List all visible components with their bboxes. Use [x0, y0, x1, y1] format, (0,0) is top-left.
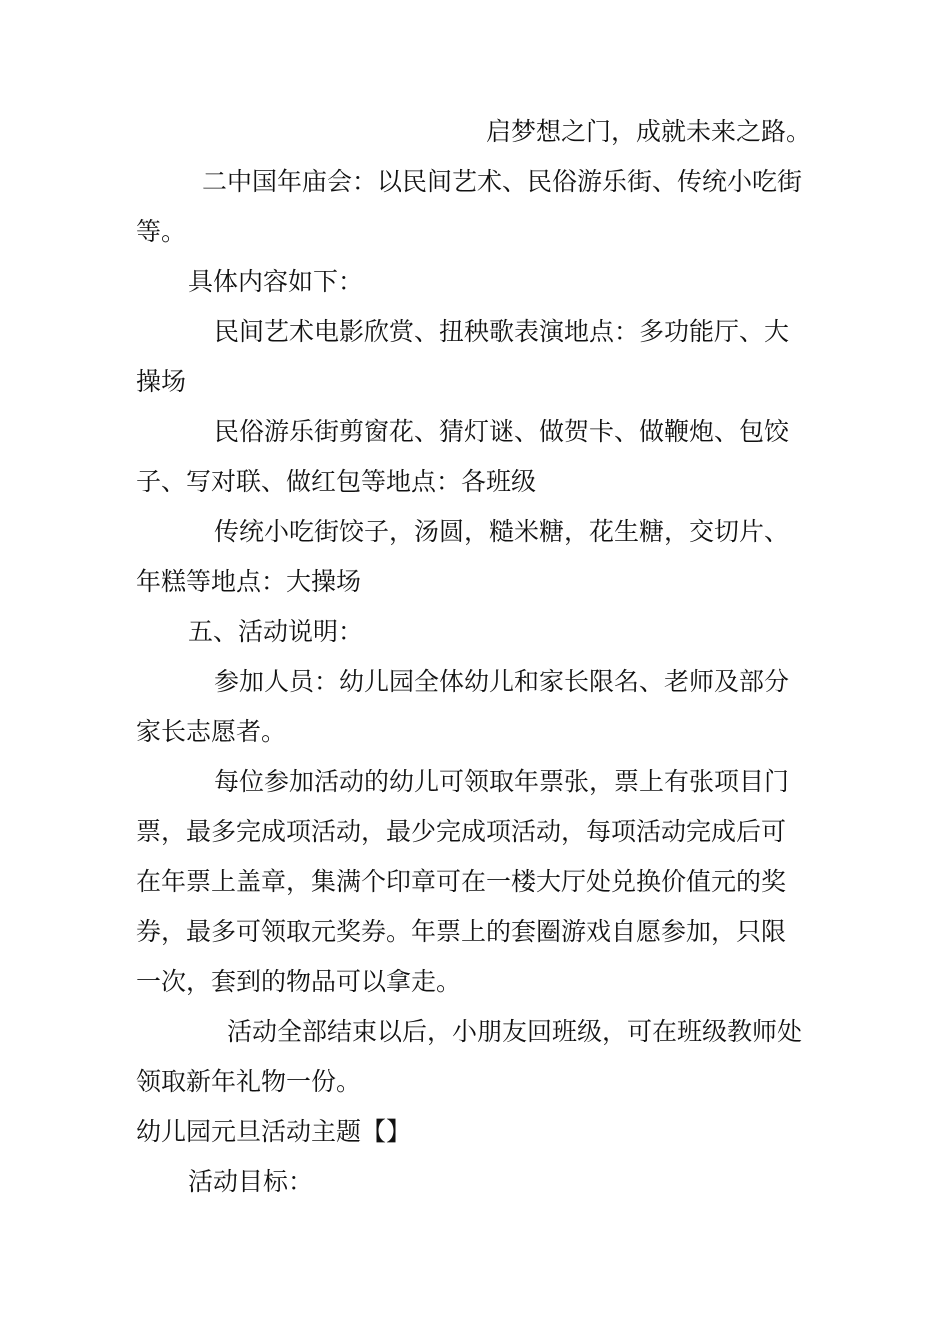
document-title: 幼儿园元旦活动主题【】: [136, 1117, 412, 1146]
text-line: 领取新年礼物一份。: [136, 1067, 362, 1096]
section-heading: 活动目标：: [188, 1167, 314, 1196]
text-line: 票，最多完成项活动，最少完成项活动，每项活动完成后可: [136, 817, 787, 846]
text-line: 在年票上盖章，集满个印章可在一楼大厅处兑换价值元的奖: [136, 867, 787, 896]
text-line: 子、写对联、做红包等地点：各班级: [136, 467, 537, 496]
text-line: 每位参加活动的幼儿可领取年票张，票上有张项目门: [214, 767, 790, 796]
text-line: 民俗游乐街剪窗花、猜灯谜、做贺卡、做鞭炮、包饺: [214, 417, 790, 446]
text-line: 操场: [136, 367, 187, 396]
text-line: 活动全部结束以后，小朋友回班级，可在班级教师处: [227, 1017, 803, 1046]
text-line: 民间艺术电影欣赏、扭秧歌表演地点：多功能厅、大: [214, 317, 790, 346]
text-line: 一次，套到的物品可以拿走。: [136, 967, 462, 996]
text-line: 家长志愿者。: [136, 717, 287, 746]
text-line: 等。: [136, 217, 187, 246]
text-line: 具体内容如下：: [188, 267, 364, 296]
text-line: 启梦想之门，成就未来之路。: [486, 117, 812, 146]
section-heading: 五、活动说明：: [188, 617, 364, 646]
text-line: 券，最多可领取元奖券。年票上的套圈游戏自愿参加，只限: [136, 917, 787, 946]
text-line: 参加人员：幼儿园全体幼儿和家长限名、老师及部分: [214, 667, 790, 696]
text-line: 二中国年庙会：以民间艺术、民俗游乐街、传统小吃街: [202, 167, 803, 196]
text-line: 年糕等地点：大操场: [136, 567, 362, 596]
text-line: 传统小吃街饺子，汤圆，糙米糖，花生糖，交切片、: [214, 517, 790, 546]
